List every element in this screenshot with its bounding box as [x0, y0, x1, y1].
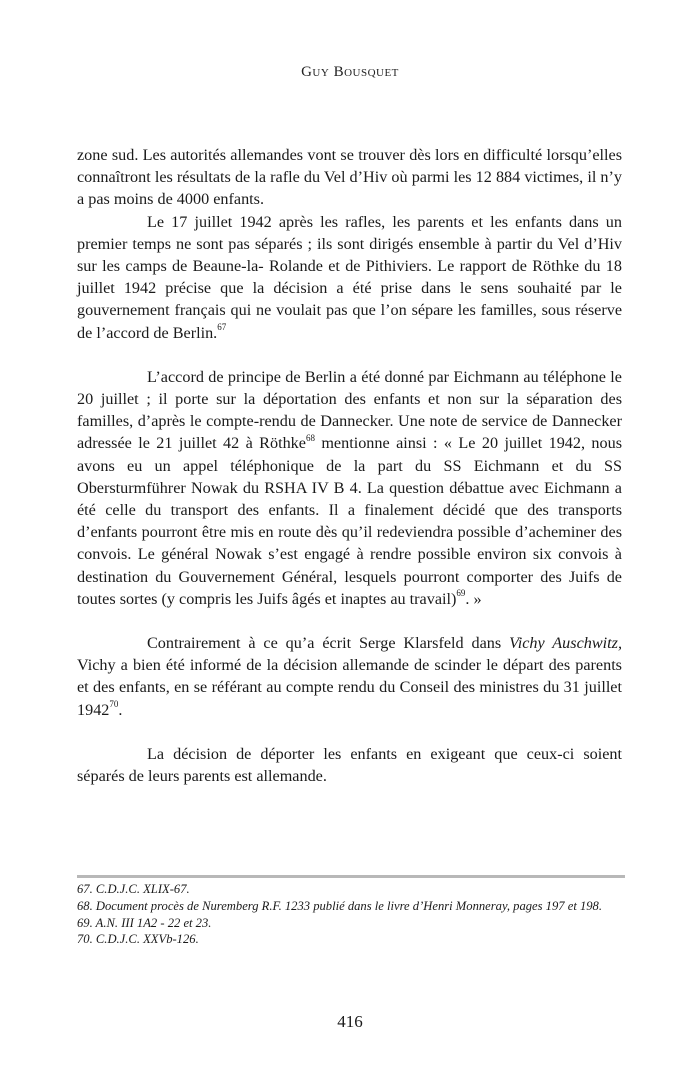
paragraph-3 — [77, 366, 622, 610]
body-text — [77, 144, 622, 787]
book-title: Vichy Auschwitz, — [509, 634, 622, 653]
paragraph-3-text-c: . » — [465, 589, 482, 608]
footnote-ref-70[interactable]: 70 — [109, 699, 119, 710]
paragraph-1: zone sud. Les autorités allemandes vont se trouver dès lors en difficulté lorsqu’elles connaîtront les résultats de la rafle du Vel d’Hiv où parmi les 12 884 victimes, il n’y a pas moins de 4000 enfants. — [77, 146, 622, 209]
paragraph-4 — [77, 632, 622, 721]
paragraph-2-text: Le 17 juillet 1942 après les rafles, les parents et les enfants dans un premier temps ne sont pas séparés ; ils sont dirigés ensemble à partir du Vel d’Hiv sur les camps de Beaune-la- Rolande et de Pithiviers. Le rapport de Röthke du 18 juillet 1942 précise que la décision a été prise dans le sens souhaité par le gouvernement français qui ne voulait pas que l’on sépare les familles, sous réserve de l’accord de Berlin. — [77, 212, 622, 342]
page-number: 416 — [337, 1012, 363, 1031]
running-head: Guy Bousquet — [301, 64, 399, 80]
footnote-68: 68. Document procès de Nuremberg R.F. 1233 publié dans le livre d’Henri Monneray, pages 197 et 198. — [77, 898, 602, 913]
footnote-ref-69[interactable]: 69 — [456, 588, 466, 599]
paragraph-4-text-a: Contrairement à ce qu’a écrit Serge Klarsfeld dans — [147, 634, 510, 653]
footnotes — [77, 881, 625, 948]
footnote-ref-67[interactable]: 67 — [217, 322, 227, 333]
paragraph-2 — [77, 211, 622, 344]
paragraph-3-text-a: L’accord de principe de Berlin a été donné par Eichmann au téléphone le 20 juillet ; il porte sur la déportation des enfants et non sur la séparation des familles, d’après le compte-rendu de Dannecker. Une note de service de Dannecker adressée le 21 juillet 42 à Röthke — [77, 367, 622, 453]
paragraph-4-text-b: Vichy a bien été informé de la décision allemande de scinder le départ des parents et des enfants, en se référant au compte rendu du Conseil des ministres du 31 juillet 1942 — [77, 656, 622, 719]
footnote-69: 69. A.N. III 1A2 - 22 et 23. — [77, 915, 212, 930]
footnote-ref-68[interactable]: 68 — [305, 433, 315, 444]
footnote-divider — [77, 875, 625, 878]
footnote-70: 70. C.D.J.C. XXVb-126. — [77, 932, 199, 947]
paragraph-3-text-b: mentionne ainsi : « Le 20 juillet 1942, nous avons eu un appel téléphonique de la part du SS Eichmann et du SS Obersturmführer Nowak du RSHA IV B 4. La question débattue avec Eichmann a été celle du transport des enfants. Il a finalement décidé que des transports d’enfants pourront être mis en route dès qu’il redeviendra possible d’acheminer des convois. Le général Nowak s’est engagé à rendre possible environ six convois à destination du Gouvernement Général, lesquels pourront comporter des Juifs de toutes sortes (y compris les Juifs âgés et inaptes au travail) — [77, 434, 623, 608]
footnote-67: 67. C.D.J.C. XLIX-67. — [77, 882, 190, 896]
paragraph-5: La décision de déporter les enfants en exigeant que ceux-ci soient séparés de leurs parents est allemande. — [77, 744, 622, 786]
paragraph-4-text-c: . — [118, 700, 123, 719]
